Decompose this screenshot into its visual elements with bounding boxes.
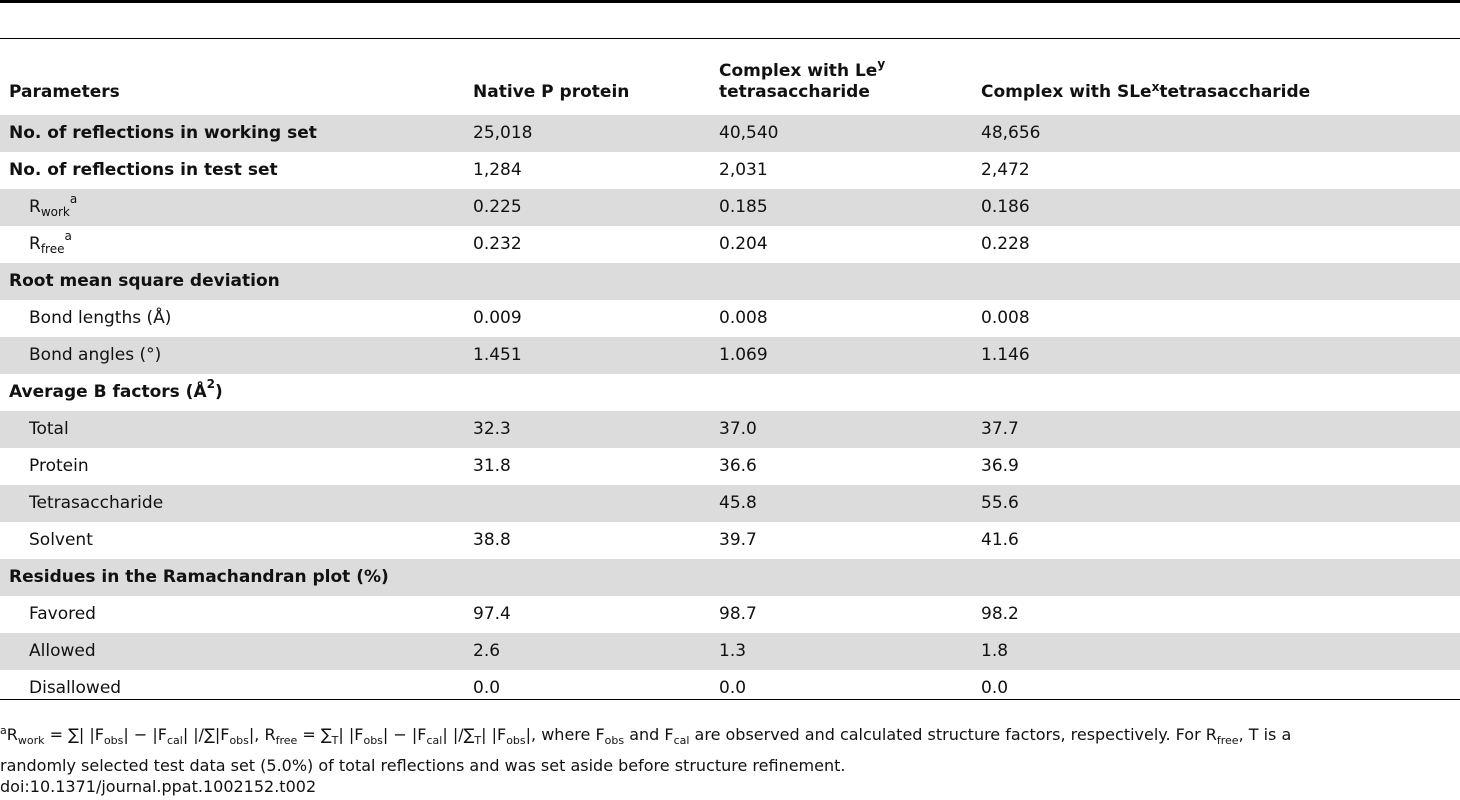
row-value: 40,540 bbox=[719, 123, 779, 144]
table-row bbox=[0, 559, 1460, 596]
row-value: 37.7 bbox=[981, 419, 1019, 440]
row-value: 38.8 bbox=[473, 530, 511, 551]
row-label: Average B factors (Å 2 ) bbox=[9, 377, 223, 403]
row-label: Solvent bbox=[29, 530, 93, 551]
row-value: 0.009 bbox=[473, 308, 522, 329]
header-complex-slex: Complex with SLe x tetrasaccharide bbox=[981, 79, 1311, 102]
row-value: 98.7 bbox=[719, 604, 757, 625]
table-row bbox=[0, 374, 1460, 411]
row-label: Disallowed bbox=[29, 678, 122, 699]
table-row bbox=[0, 522, 1460, 559]
row-value: 0.204 bbox=[719, 234, 768, 255]
row-label: No. of reflections in working set bbox=[9, 123, 317, 144]
row-value: 97.4 bbox=[473, 604, 511, 625]
row-label: Bond angles (°) bbox=[29, 345, 162, 366]
row-label: Total bbox=[29, 419, 69, 440]
row-value: 1.146 bbox=[981, 345, 1030, 366]
table-row bbox=[0, 596, 1460, 633]
row-value: 39.7 bbox=[719, 530, 757, 551]
row-label: Root mean square deviation bbox=[9, 271, 280, 292]
row-label: Allowed bbox=[29, 641, 96, 662]
table-row bbox=[0, 448, 1460, 485]
row-value: 0.232 bbox=[473, 234, 522, 255]
row-value: 0.0 bbox=[473, 678, 501, 699]
row-label: Protein bbox=[29, 456, 89, 477]
table-row bbox=[0, 411, 1460, 448]
row-value: 0.0 bbox=[719, 678, 747, 699]
row-value: 36.6 bbox=[719, 456, 757, 477]
header-native-p-protein: Native P protein bbox=[473, 81, 630, 102]
table-bottom-rule bbox=[0, 699, 1460, 700]
row-value: 0.008 bbox=[981, 308, 1030, 329]
table-row bbox=[0, 115, 1460, 152]
table-row bbox=[0, 189, 1460, 226]
row-value: 2,031 bbox=[719, 160, 768, 181]
header-complex-ley: Complex with Le$^y$ tetrasaccharide bbox=[719, 57, 886, 102]
row-value: 1,284 bbox=[473, 160, 522, 181]
row-label: Residues in the Ramachandran plot (%) bbox=[9, 567, 389, 588]
row-value: 2.6 bbox=[473, 641, 501, 662]
footnote-line-2: randomly selected test data set (5.0%) of total reflections and was set aside before structure refinement. bbox=[0, 756, 846, 775]
row-value: 1.3 bbox=[719, 641, 747, 662]
table-row bbox=[0, 152, 1460, 189]
row-value: 98.2 bbox=[981, 604, 1019, 625]
row-value: 0.008 bbox=[719, 308, 768, 329]
table-header-row bbox=[0, 38, 1460, 114]
row-value: 32.3 bbox=[473, 419, 511, 440]
table-row bbox=[0, 633, 1460, 670]
row-value: 55.6 bbox=[981, 493, 1019, 514]
table-row bbox=[0, 337, 1460, 374]
row-value: 45.8 bbox=[719, 493, 757, 514]
row-label: Tetrasaccharide bbox=[29, 493, 164, 514]
table-row bbox=[0, 300, 1460, 337]
row-value: 0.0 bbox=[981, 678, 1009, 699]
row-value: 1.451 bbox=[473, 345, 522, 366]
row-value: 0.228 bbox=[981, 234, 1030, 255]
row-value: 0.225 bbox=[473, 197, 522, 218]
row-value: 36.9 bbox=[981, 456, 1019, 477]
row-label: Favored bbox=[29, 604, 96, 625]
row-value: 0.185 bbox=[719, 197, 768, 218]
row-value: 25,018 bbox=[473, 123, 533, 144]
footnote-line-1: $^aR_{work}$ = ∑| $|F_{obs}| - |F_{cal}|$ $|/\sum|F_{obs}|$, $R_{free} = \sum_T|$ $|F_{obs}| - |F_{cal}|$ $|/\sum_T|$ $|F_{obs}|$, where $F_{obs}$ and $F_{cal}$ are observed and calculated structure factors, respectively. For $R_{free}$, T is a bbox=[0, 724, 1292, 747]
table-row bbox=[0, 263, 1460, 300]
table-row bbox=[0, 670, 1460, 707]
table-row bbox=[0, 485, 1460, 522]
row-value: 1.8 bbox=[981, 641, 1009, 662]
table-row bbox=[0, 226, 1460, 263]
row-label: Bond lengths (Å) bbox=[29, 308, 172, 329]
row-value: 37.0 bbox=[719, 419, 757, 440]
header-parameters: Parameters bbox=[9, 81, 120, 102]
row-label: R work a bbox=[29, 192, 78, 220]
doi-link[interactable]: doi:10.1371/journal.ppat.1002152.t002 bbox=[0, 777, 317, 796]
row-value: 2,472 bbox=[981, 160, 1030, 181]
row-value: 31.8 bbox=[473, 456, 511, 477]
table-top-rule bbox=[0, 0, 1460, 3]
row-value: 41.6 bbox=[981, 530, 1019, 551]
row-value: 48,656 bbox=[981, 123, 1041, 144]
row-value: 0.186 bbox=[981, 197, 1030, 218]
row-label: No. of reflections in test set bbox=[9, 160, 278, 181]
row-value: 1.069 bbox=[719, 345, 768, 366]
row-label: R free a bbox=[29, 229, 72, 257]
